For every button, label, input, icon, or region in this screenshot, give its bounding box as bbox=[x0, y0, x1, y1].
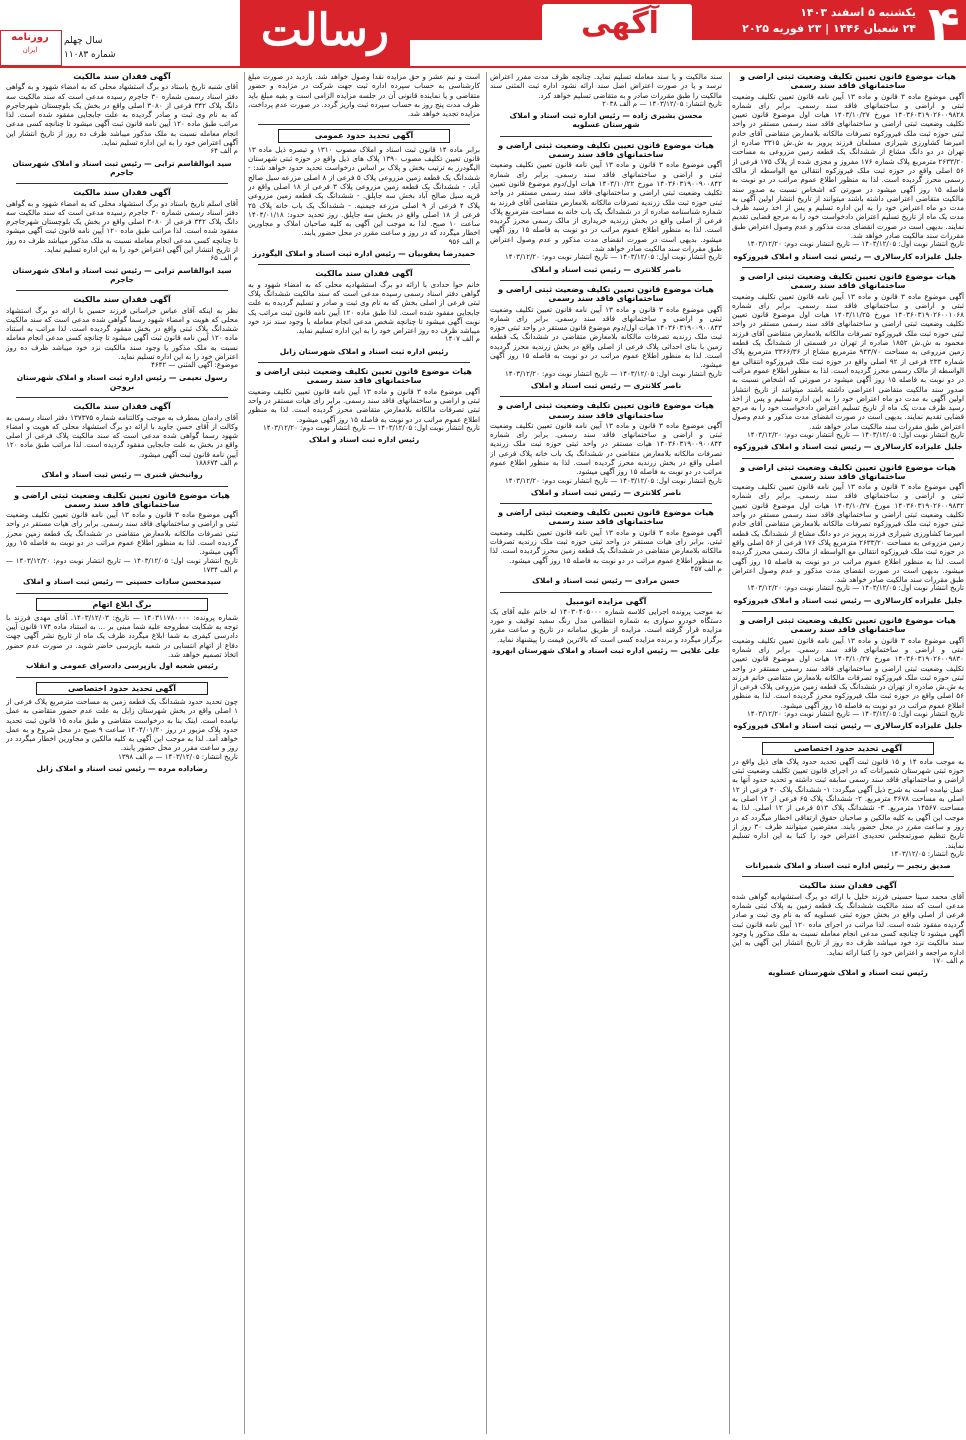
legal-notice bbox=[732, 463, 964, 605]
legal-notice bbox=[6, 188, 238, 284]
notice-title: آگهی فقدان سند مالکیت bbox=[73, 295, 171, 305]
column-divider bbox=[729, 72, 730, 1434]
notice-body: سند مالکیت و یا سند معامله تسلیم نماید. چنانچه ظرف مدت مقرر اعتراض نرسد و یا در صورت اعتراض اصل سند ارائه نشود اداره ثبت المثنی سند مالکیت را طبق مقررات صادر و به متقاضی تسلیم خواهد کرد. bbox=[490, 72, 722, 100]
notice-separator bbox=[258, 362, 470, 363]
notice-title: هیات موضوع قانون تعیین تکلیف وضعیت ثبتی اراضی و ساختمانهای فاقد سند رسمی bbox=[740, 616, 956, 635]
notice-signature: جلیل علیزاده کارسالاری — رئیس ثبت اسناد و املاک فیروزکوه bbox=[733, 595, 963, 605]
notice-dates: م الف ۶۵ bbox=[210, 254, 238, 263]
notice-title: هیات موضوع قانون تعیین تکلیف وضعیت ثبتی اراضی و ساختمانهای فاقد سند رسمی bbox=[740, 72, 956, 91]
notice-dates: موضوع: آگهی المثنی — ۴۶۴۲ bbox=[151, 361, 238, 370]
notice-separator bbox=[742, 611, 954, 612]
issue-number: شماره ۱۱۰۸۳ bbox=[64, 50, 116, 60]
notice-body: آگهی موضوع ماده ۳ قانون و ماده ۱۳ آیین نامه قانون تعیین تکلیف وضعیت ثبتی و اراضی و ساختمانهای فاقد سند رسمی. برابر رای شماره ۱۴۰۳۶۰۳۱۹۰۰۹۰۰۸۴۲ مورخ ۱۴۰۳/۱۰/۲۲ هیات اول/دوم موضوع قانون تعیین تکلیف وضعیت ثبتی اراضی و ساختمانهای فاقد سند رسمی مستقر در واحد ثبتی حوزه ثبت ملک زرندیه تصرفات مالکانه بلامعارض متقاضی آقای فرزند به شماره شناسنامه صادره از در ششدانگ یک باب خانه به مساحت مترمربع پلاک فرعی از اصلی واقع در بخش زرندیه خریداری از مالک رسمی محرز گردیده است. لذا به منظور اطلاع عموم مراتب در دو نوبت به فاصله ۱۵ روز آگهی میشود. بدیهی است در صورت انقضای مدت مذکور و عدم وصول اعتراض طبق مقررات سند مالکیت صادر خواهد شد. bbox=[490, 160, 722, 254]
notice-dates: تاریخ انتشار: ۱۴۰۳/۱۲/۰۵ bbox=[890, 849, 964, 858]
legal-notice bbox=[732, 616, 964, 731]
notice-signature: رئیس اداره ثبت اسناد و املاک bbox=[308, 435, 420, 445]
page-number: ۴ bbox=[928, 0, 960, 56]
column-divider bbox=[486, 72, 487, 1434]
notice-signature: ناصر کلانتری — رئیس ثبت اسناد و املاک bbox=[530, 264, 682, 274]
legal-notice bbox=[490, 508, 722, 585]
newspaper-logo: رسالت bbox=[260, 5, 390, 56]
notice-signature: حمیدرضا یعقوبیان — رئیس اداره ثبت اسناد و املاک الیگودرز bbox=[252, 249, 476, 259]
notice-dates: تاریخ انتشار: ۱۴۰۳/۱۲/۰۵ — م الف ۲۰۳۸ bbox=[602, 99, 722, 108]
legal-notice bbox=[732, 272, 964, 452]
column-divider bbox=[244, 72, 245, 1434]
notice-title: هیات موضوع قانون تعیین تکلیف وضعیت ثبتی اراضی و ساختمانهای فاقد سند رسمی bbox=[498, 401, 714, 420]
notice-body: آگهی موضوع ماده ۳ قانون و ماده ۱۳ آیین نامه قانون تعیین تکلیف وضعیت ثبتی و اراضی و ساختمانهای فاقد سند رسمی. برابر رای هیات مستقر در واحد ثبتی تصرفات مالکانه بلامعارض متقاضی محرز گردیده است. لذا به منظور اطلاع عموم مراتب در دو نوبت به فاصله ۱۵ روز آگهی میشود. bbox=[248, 386, 480, 424]
section-title: آگهی bbox=[581, 6, 659, 41]
notice-title: برگ ابلاغ اتهام bbox=[36, 598, 208, 611]
notice-title: آگهی تحدید حدود اختصاصی bbox=[36, 682, 208, 695]
notice-title: آگهی مزایده اتومبیل bbox=[565, 596, 647, 606]
notice-title: آگهی فقدان سند مالکیت bbox=[799, 881, 897, 891]
notice-signature: روانبخش قنبری — رئیس ثبت اسناد و املاک bbox=[41, 470, 203, 480]
notice-signature: علی علایی — رئیس اداره ثبت اسناد و املاک شهرستان ابهرود bbox=[491, 646, 721, 656]
notice-separator bbox=[742, 876, 954, 877]
notice-dates: تاریخ انتشار نوبت اول: ۱۴۰۳/۱۲/۰۵ — تاریخ انتشار نوبت دوم: ۱۴۰۳/۱۲/۲۰ — م الف ۱۷۳۴ bbox=[6, 556, 238, 574]
legal-notice bbox=[490, 72, 722, 130]
notice-body: آگهی موضوع ماده ۳ قانون و ماده ۱۳ آیین نامه قانون تعیین تکلیف وضعیت ثبتی. برابر رای هیات مستقر در واحد ثبتی حوزه ثبت ملک زرندیه تصرفات مالکانه بلامعارض متقاضی در ششدانگ یک قطعه زمین محرز گردیده است. لذا به منظور اطلاع عموم مراتب در دو نوبت به فاصله ۱۵ روز آگهی میشود. bbox=[490, 527, 722, 565]
notice-separator bbox=[16, 397, 228, 398]
notice-dates: تاریخ انتشار نوبت اول: ۱۴۰۳/۱۲/۰۵ — تاریخ انتشار نوبت دوم: ۱۴۰۳/۱۲/۲۰ bbox=[263, 423, 480, 432]
legal-notice bbox=[248, 269, 480, 356]
notice-dates: تاریخ انتشار نوبت اول: ۱۴۰۳/۱۲/۰۵ — تاریخ انتشار نوبت دوم: ۱۴۰۳/۱۲/۲۰ bbox=[747, 430, 964, 439]
date-other-calendars: ۲۴ شعبان ۱۴۴۶ | ۲۳ فوریه ۲۰۲۵ bbox=[742, 22, 916, 35]
notice-dates: م الف ۱۸۸۶۷۴ bbox=[195, 458, 238, 467]
notice-signature: سیدمحسن سادات حسینی — رئیس ثبت اسناد و املاک bbox=[22, 577, 222, 587]
notice-body: آگهی موضوع ماده ۳ قانون و ماده ۱۳ آیین نامه قانون تعیین تکلیف وضعیت ثبتی و اراضی و ساختمانهای فاقد سند رسمی. برابر رای هیات مستقر در واحد ثبتی تصرفات مالکانه بلامعارض متقاضی در ششدانگ یک قطعه زمین محرز گردیده است. لذا به منظور اطلاع عموم مراتب در دو نوبت به فاصله ۱۵ روز آگهی میشود. bbox=[6, 510, 238, 557]
legal-notice bbox=[6, 598, 238, 671]
notice-separator bbox=[500, 280, 712, 281]
notice-body: به موجب پرونده اجرایی کلاسه شماره ۱۴۰۳۰۴۰۵۰۰۰ له خانم علیه آقای یک دستگاه خودرو سواری به شماره انتظامی مدل رنگ سفید توقیف و مورد مزایده قرار گرفته است. مزایده از طریق سامانه در تاریخ و ساعت مقرر برگزار میگردد و برنده مزایده کسی است که بالاترین قیمت را پیشنهاد نماید. bbox=[490, 606, 722, 644]
notice-signature: رسول نعیمی — رئیس اداره ثبت اسناد و املاک شهرستان بروجن bbox=[16, 372, 228, 391]
legal-notice bbox=[732, 742, 964, 871]
notice-separator bbox=[16, 183, 228, 184]
masthead bbox=[0, 0, 966, 66]
notice-title: هیات موضوع قانون تعیین تکلیف وضعیت ثبتی اراضی و ساختمانهای فاقد سند رسمی bbox=[14, 490, 230, 509]
notice-separator bbox=[16, 593, 228, 594]
notice-separator bbox=[258, 124, 470, 125]
notice-body: آقای محمد سینا حسینی فرزند خلیل با ارائه دو برگ استشهادیه گواهی شده مدعی است که سند مالکیت ششدانگ یک قطعه زمین به پلاک ثبتی شماره فرعی از اصلی واقع در بخش حوزه ثبتی عسلویه که به نام وی ثبت و صادر گردیده مفقود شده است. لذا مراتب در اجرای ماده ۱۲۰ آیین نامه قانون ثبت آگهی میشود تا چنانچه کسی مدعی انجام معامله نسبت به ملک مذکور یا وجود سند مالکیت نزد خود میباشد ظرف ده روز از تاریخ انتشار این آگهی به این اداره مراجعه و اعتراض خود را کتبا ارائه نماید. bbox=[732, 891, 964, 957]
notice-dates: تاریخ انتشار نوبت اول: ۱۴۰۳/۱۲/۰۵ — تاریخ انتشار نوبت دوم: ۱۴۰۳/۱۲/۲۰ bbox=[505, 253, 722, 262]
mini-logo: روزنامه bbox=[11, 32, 49, 43]
legal-notice bbox=[6, 402, 238, 479]
notice-dates: تاریخ انتشار: ۱۴۰۳/۱۲/۰۵ — م الف ۱۳۹۸ bbox=[118, 752, 238, 761]
notice-body: آگهی موضوع ماده ۳ قانون و ماده ۱۳ آیین نامه قانون تعیین تکلیف وضعیت ثبتی و اراضی و ساختمانهای فاقد سند رسمی. برابر رای شماره ۱۴۰۳۶۰۳۱۹۰۲۶۰۰۹۸۲۸ مورخ ۱۴۰۳/۱۰/۲۷ هیات اول موضوع قانون تعیین تکلیف وضعیت ثبتی اراضی و ساختمانهای فاقد سند رسمی مستقر در واحد ثبتی حوزه ثبت ملک فیروزکوه تصرفات مالکانه بلامعارض متقاضی آقای خادم امیرضا کشاورزی شیرازی مسلمان فرزند پرویز به ش.ش ۳۳۱۵ صادره از تهران در دو دانگ مشاع از ششدانگ یک قطعه زمین مزروعی به مساحت ۲۶۳۳/۲۰ مترمربع پلاک شماره ۱۷۶ مفروز و مجزی شده از پلاک ۱۷۵ فرعی از ۵۶ اصلی واقع در حوزه ثبت ملک فیروزکوه انتقالی مع الواسطه از مالک رسمی محرز گردیده است. لذا به منظور اطلاع عموم مراتب در دو نوبت به فاصله ۱۵ روز آگهی میشود در صورتی که اشخاص نسبت به صدور سند مالکیت متقاضی اعتراضی داشته باشند میتوانند از تاریخ انتشار اولین آگهی به مدت دو ماه اعتراض خود را به این اداره تسلیم و پس از اخذ رسید ظرف مدت یک ماه از تاریخ تسلیم اعتراض دادخواست خود را به مرجع قضایی تقدیم نمایند. بدیهی است در صورت انقضای مدت مذکور و عدم وصول اعتراض طبق مقررات سند مالکیت صادر خواهد شد. bbox=[732, 91, 964, 241]
column-2 bbox=[490, 72, 722, 1434]
notice-body: شماره پرونده: ۱۴۰۳۱۱۷۸۰۰۰۰ — تاریخ: ۱۴۰۳/۱۲/۰۳. آقای مهدی فرزند با توجه به شکایت مطروحه علیه شما مبنی بر ... به استناد ماده ۱۷۴ قانون آیین دادرسی کیفری به شما ابلاغ میگردد ظرف یک ماه از تاریخ نشر آگهی جهت دفاع از اتهام انتسابی در شعبه بازپرسی حاضر شوید. در صورت عدم حضور اتخاذ تصمیم خواهد شد. bbox=[6, 612, 238, 660]
legal-notice bbox=[732, 881, 964, 977]
notice-title: هیات موضوع قانون تعیین تکلیف وضعیت ثبتی اراضی و ساختمانهای فاقد سند رسمی bbox=[740, 462, 956, 481]
notice-title: آگهی تحدید حدود عمومی bbox=[278, 129, 450, 142]
notice-body: آگهی موضوع ماده ۳ قانون و ماده ۱۳ آیین نامه قانون تعیین تکلیف وضعیت ثبتی و اراضی و ساختمانهای فاقد سند رسمی. برابر رای شماره ۱۴۰۳۶۰۳۱۹۰۰۹۰۰۸۴۴ هیات مستقر در واحد ثبتی حوزه ثبت ملک زرندیه تصرفات مالکانه بلامعارض متقاضی در ششدانگ یک باب خانه پلاک فرعی از اصلی واقع در بخش زرندیه محرز گردیده است. لذا به منظور اطلاع عموم مراتب در دو نوبت به فاصله ۱۵ روز آگهی میشود. bbox=[490, 420, 722, 477]
notice-signature: جلیل علیزاده کارسالاری — رئیس ثبت اسناد و املاک فیروزکوه bbox=[733, 721, 963, 731]
notice-title: هیات موضوع قانون تعیین تکلیف وضعیت ثبتی اراضی و ساختمانهای فاقد سند رسمی bbox=[498, 284, 714, 304]
column-4 bbox=[6, 72, 238, 1434]
legal-notice bbox=[248, 129, 480, 258]
notice-signature: محسن بشیری زاده — رئیس اداره ثبت اسناد و املاک شهرستان عسلویه bbox=[509, 111, 703, 130]
notice-separator bbox=[16, 677, 228, 678]
notice-title: آگهی فقدان سند مالکیت bbox=[315, 269, 413, 279]
notice-dates: م الف ۴۵۷ bbox=[690, 564, 722, 573]
notice-body: آگهی موضوع ماده ۳ قانون و ماده ۱۳ آیین نامه قانون تعیین تکلیف وضعیت ثبتی و اراضی و ساختمانهای فاقد سند رسمی. برابر رای شماره ۱۴۰۳۶۰۳۱۹۰۲۶۰۰۹۸۳۰ مورخ ۱۴۰۳/۱۰/۲۷ هیات اول موضوع قانون تعیین تکلیف وضعیت ثبتی اراضی و ساختمانهای فاقد سند رسمی مستقر در واحد ثبتی حوزه ثبت ملک فیروزکوه تصرفات مالکانه بلامعارض متقاضی خانم فرزند به ش.ش صادره از تهران در ششدانگ یک قطعه زمین مزروعی پلاک فرعی از ۵۶ اصلی واقع در حوزه ثبت ملک فیروزکوه محرز گردیده است. لذا به منظور اطلاع عموم مراتب در دو نوبت به فاصله ۱۵ روز آگهی میشود. bbox=[732, 635, 964, 710]
notice-signature: سید ابوالقاسم ترابی — رئیس ثبت اسناد و املاک شهرستان جاجرم bbox=[12, 265, 232, 284]
notice-separator bbox=[742, 267, 954, 268]
notice-title: هیات موضوع قانون تعیین تکلیف وضعیت ثبتی اراضی و ساختمانهای فاقد سند رسمی bbox=[740, 271, 956, 291]
column-1 bbox=[732, 72, 964, 1434]
legal-notice bbox=[732, 72, 964, 261]
volume-label: سال چهلم bbox=[64, 36, 103, 46]
notice-separator bbox=[742, 737, 954, 738]
notice-body: آقای رادمان بمطرف به موجب وکالتنامه شماره ۱۳۷۳۷۵ دفتر اسناد رسمی به وکالت از آقای حسن جاوید با ارائه دو برگ استشهاد محلی که هویت و امضاء شهود رسما گواهی شده مدعی است که سند مالکیت پلاک فرعی از اصلی واقع در بخش به علت جابجایی مفقود گردیده است. لذا مراتب طبق ماده ۱۲۰ آیین نامه قانون ثبت آگهی میشود. bbox=[6, 412, 238, 459]
notice-dates: تاریخ انتشار نوبت اول: ۱۴۰۳/۱۲/۰۵ — تاریخ انتشار نوبت دوم: ۱۴۰۳/۱۲/۲۰ bbox=[505, 476, 722, 485]
notice-body: آقای اسلم تاریخ باستاد دو برگ استشهاد محلی که به امضاء شهود و به گواهی دفتر اسناد رسمی شماره ۳۰ جاجرم رسیده مدعی است که سند مالکیت سه دانگ پلاک ۳۴۲ فرعی از ۳۰۸۰ اصلی واقع در بخش یک بلوچستان شهرجاجرم مفقود شده است. لذا مراتب طبق ماده ۱۲۰ آیین نامه قانون ثبت آگهی میشود تا چنانچه کسی مدعی انجام معامله نسبت به ملک مذکور میباشد ظرف ده روز از تاریخ انتشار این آگهی اعتراض خود را به این اداره تسلیم نماید. bbox=[6, 198, 238, 255]
notice-separator bbox=[16, 486, 228, 487]
notice-body: آقای شنبه تاریخ باستاد دو برگ استشهاد محلی که به امضاء شهود و به گواهی دفتر اسناد رسمی شماره ۳۰ جاجرم رسیده مدعی است که سند مالکیت سه دانگ پلاک ۳۴۲ فرعی از ۳۰۸۰ اصلی واقع در بخش یک بلوچستان شهرجاجرم که به نام وی ثبت و صادر گردیده به علت جابجایی مفقود شده است. لذا مراتب طبق ماده ۱۲۰ آیین نامه قانون ثبت آگهی میشود تا چنانچه کسی مدعی انجام معامله نسبت به ملک مذکور میباشد ظرف ده روز از تاریخ انتشار این آگهی اعتراض خود را به این اداره تسلیم نماید. bbox=[6, 82, 238, 148]
notice-body: چون تحدید حدود ششدانگ یک قطعه زمین به مساحت مترمربع پلاک فرعی از ۱ اصلی واقع در بخش شهرستان زابل به علت عدم حضور متقاضی به عمل نیامده است. اینک بنا به درخواست متقاضی و طبق ماده ۱۵ قانون ثبت تحدید حدود پلاک مزبور در روز ۱۴۰۴/۰۱/۲۰ ساعت ۹ صبح در محل شروع و به عمل خواهد آمد. لذا به موجب این آگهی به کلیه مالکین و مجاورین اخطار میگردد در روز و ساعت مقرر در محل حضور یابند. bbox=[6, 696, 238, 753]
legal-notice bbox=[490, 597, 722, 656]
notice-separator bbox=[500, 136, 712, 137]
notice-signature: سید ابوالقاسم ترابی — رئیس ثبت اسناد و املاک شهرستان جاجرم bbox=[12, 158, 232, 177]
notice-signature: جلیل علیزاده کارسالاری — رئیس ثبت اسناد و املاک فیروزکوه bbox=[733, 251, 963, 261]
notice-signature: رئیس اداره ثبت اسناد و املاک شهرستان زابل bbox=[279, 346, 449, 356]
notice-dates: تاریخ انتشار نوبت اول: ۱۴۰۳/۱۲/۰۵ — تاریخ انتشار نوبت دوم: ۱۴۰۳/۱۲/۲۰ bbox=[747, 584, 964, 593]
notice-dates: تاریخ انتشار نوبت اول: ۱۴۰۳/۱۲/۰۵ — تاریخ انتشار نوبت دوم: ۱۴۰۳/۱۲/۲۰ bbox=[747, 710, 964, 718]
legal-notice bbox=[6, 491, 238, 587]
notice-separator bbox=[16, 290, 228, 291]
notice-body: نظر به اینکه آقای عباس خراسانی فرزند حسین با ارائه دو برگ استشهاد محلی که هویت و امضاء شهود رسما گواهی شده مدعی است که سند مالکیت ششدانگ پلاک ثبتی واقع در بخش مفقود گردیده است. لذا مراتب به استناد ماده ۱۲۰ آیین نامه قانون ثبت آگهی میشود تا چنانچه کسی مدعی انجام معامله نسبت به ملک مذکور یا وجود سند مالکیت نزد خود میباشد ظرف ده روز اعتراض خود را به این اداره تسلیم نماید. bbox=[6, 305, 238, 362]
notice-dates: م الف ۹۵۶ bbox=[448, 237, 480, 246]
notice-separator bbox=[742, 458, 954, 459]
notice-signature: حسن مرادی — رئیس ثبت اسناد و املاک bbox=[532, 576, 680, 586]
notice-separator bbox=[500, 396, 712, 397]
notice-body: برابر ماده ۱۴ قانون ثبت اسناد و املاک مصوب ۱۳۱۰ و تبصره ذیل ماده ۱۳ قانون تعیین تکلیف مصوب ۱۳۹۰ پلاک های ذیل واقع در حوزه ثبتی شهرستان الیگودرز به ترتیب بخش و پلاک بر اساس درخواست تحدید حدود خواهد شد: - ششدانگ یک قطعه زمین مزروعی پلاک ۵ فرعی از ۸ اصلی مزرعه سیل صالح آباد. - ششدانگ یک قطعه زمین مزروعی پلاک ۳ فرعی از ۱۸ اصلی واقع در قریه سیل صالح آباد بخش سه جاپلق. - ششدانگ یک قطعه زمین مزروعی پلاک ۴ فرعی از ۹ اصلی مزرعه جیمنیه. - ششدانگ یک باب خانه پلاک ۲۵ فرعی از ۱۸ اصلی واقع در بخش سه جاپلق. روز تحدید حدود: ۱۴۰۴/۰۱/۱۸ ساعت ۱۰ صبح. لذا به موجب این آگهی به کلیه صاحبان املاک و مجاورین اخطار میگردد که در روز و ساعت مقرر در محل حضور یابند. bbox=[248, 144, 480, 238]
masthead-divider bbox=[0, 66, 966, 68]
legal-notice bbox=[490, 141, 722, 274]
legal-notice bbox=[490, 285, 722, 390]
notice-title: آگهی فقدان سند مالکیت bbox=[73, 188, 171, 198]
legal-notice bbox=[248, 367, 480, 444]
notice-body: آگهی موضوع ماده ۳ قانون و ماده ۱۳ آیین نامه قانون تعیین تکلیف وضعیت ثبتی و اراضی و ساختمانهای فاقد سند رسمی. برابر رای شماره ۱۴۰۳۶۰۳۱۹۰۰۹۰۰۸۴۳ هیات اول/دوم موضوع قانون مستقر در واحد ثبتی حوزه ثبت ملک زرندیه تصرفات مالکانه بلامعارض متقاضی در ششدانگ یک قطعه زمین با بنای احداثی پلاک فرعی از اصلی واقع در بخش زرندیه محرز گردیده است. لذا به منظور اطلاع عموم مراتب در دو نوبت به فاصله ۱۵ روز آگهی میشود. bbox=[490, 304, 722, 370]
legal-notice bbox=[6, 682, 238, 774]
notice-signature: صدیق رنجبر — رئیس اداره ثبت اسناد و املاک شمیرانات bbox=[745, 861, 951, 871]
notice-title: آگهی فقدان سند مالکیت bbox=[73, 72, 171, 81]
notice-title: هیات موضوع قانون تعیین تکلیف وضعیت ثبتی اراضی و ساختمانهای فاقد سند رسمی bbox=[498, 140, 714, 160]
legal-notice bbox=[6, 72, 238, 177]
notice-title: هیات موضوع قانون تعیین تکلیف وضعیت ثبتی اراضی و ساختمانهای فاقد سند رسمی bbox=[256, 367, 472, 386]
notice-dates: م الف ۶۴ bbox=[210, 147, 238, 156]
notice-body: خانم حوا حدادی با ارائه دو برگ استشهادیه محلی که به امضاء شهود و به گواهی دفتر اسناد رسمی رسیده مدعی است که سند مالکیت ششدانگ پلاک ثبتی فرعی از اصلی بخش که به نام وی ثبت و صادر و تسلیم گردیده به علت جابجایی مفقود شده است. لذا طبق ماده ۱۲۰ آیین نامه قانون ثبت مراتب یک نوبت آگهی میشود تا چنانچه شخص مدعی انجام معامله یا وجود سند نزد خود میباشد ظرف ده روز اعتراض خود را به این اداره تسلیم نماید. bbox=[248, 279, 480, 336]
mini-logo-sub: ایران bbox=[22, 46, 38, 54]
notice-body: به موجب ماده ۱۴ و ۱۵ قانون ثبت آگهی تحدید حدود پلاک های ذیل واقع در حوزه ثبتی شهرستان شمیرانات که در اجرای قانون تعیین تکلیف وضعیت ثبتی اراضی و ساختمانهای فاقد سند رسمی سابقه ثبت داشته و تحدید حدود آنها به عمل نیامده است به شرح ذیل آگهی میگردد: ۱- ششدانگ پلاک ۴۰ فرعی از ۱۲ اصلی به مساحت ۳۶۷۸ مترمربع. ۲- ششدانگ پلاک ۶۵ فرعی از ۱۲ اصلی به مساحت ۱۴۵۶۷ مترمربع. ۳- ششدانگ پلاک ۵۱۳ فرعی از ۱۲ اصلی. لذا به موجب این آگهی به کلیه مالکین و صاحبان حقوق ارتفاقی اخطار میگردد که در روز و ساعت مقرر در محل حضور یابند. معترضین میتوانند ظرف ۳۰ روز از تاریخ تنظیم صورتمجلس تحدیدی اعتراض خود را کتبا به این اداره تسلیم نمایند. bbox=[732, 756, 964, 850]
notice-dates: م الف ۱۴۰۷ bbox=[444, 335, 480, 344]
notice-title: آگهی فقدان سند مالکیت bbox=[73, 402, 171, 412]
column-3 bbox=[248, 72, 480, 1434]
notice-body: است و نیم عشر و حق مزایده نقدا وصول خواهد شد. بازدید در صورت مبلغ کارشناسی به حساب سپرده اداره ثبت جهت شرکت در مزایده و حضور متقاضی و یا نماینده قانونی آن در جلسه مزایده الزامی است و بقیه مبلغ باید ظرف مدت پنج روز به حساب سپرده ثبت واریز گردد. در صورت عدم پرداخت، مزایده تجدید خواهد شد. bbox=[248, 72, 480, 119]
legal-notice bbox=[490, 401, 722, 497]
legal-notice bbox=[6, 295, 238, 391]
notice-signature: رئیس ثبت اسناد و املاک شهرستان عسلویه bbox=[768, 968, 928, 978]
notice-separator bbox=[500, 503, 712, 504]
notice-signature: رئیس شعبه اول بازپرسی دادسرای عمومی و انقلاب bbox=[26, 661, 218, 671]
notice-signature: جلیل علیزاده کارسالاری — رئیس ثبت اسناد و املاک فیروزکوه bbox=[733, 442, 963, 452]
notice-body: آگهی موضوع ماده ۳ قانون و ماده ۱۳ آیین نامه قانون تعیین تکلیف وضعیت ثبتی و اراضی و ساختمانهای فاقد سند رسمی. برابر رای شماره ۱۴۰۳۶۰۳۱۹۰۲۶۰۰۱۰۶۸ مورخ ۱۴۰۳/۱۱/۲۵ هیات اول موضوع قانون تعیین تکلیف وضعیت ثبتی اراضی و ساختمانهای فاقد سند رسمی مستقر در واحد ثبتی حوزه ثبت ملک فیروزکوه تصرفات مالکانه بلامعارض متقاضی آقای فرزند محمود به ش.ش ۱۸۵۲ صادره از تهران در قسمتی از ششدانگ یک قطعه زمین مزروعی به مساحت ۹۴۳/۷۰ مترمربع مشاع از ۳۳۶۶/۳۶ مترمربع پلاک شماره ۲۳۳ فرعی از ۹۲ اصلی واقع در حوزه ثبت ملک فیروزکوه انتقالی مع الواسطه از مالک رسمی محرز گردیده است. لذا به منظور اطلاع عموم مراتب در دو نوبت به فاصله ۱۵ روز آگهی میشود در صورتی که اشخاص نسبت به صدور سند مالکیت متقاضی اعتراضی داشته باشند میتوانند از تاریخ انتشار اولین آگهی به مدت دو ماه اعتراض خود را به این اداره تسلیم و پس از اخذ رسید ظرف مدت یک ماه از تاریخ تسلیم اعتراض دادخواست خود را به مرجع قضایی تقدیم نمایند. بدیهی است در صورت انقضای مدت مذکور و عدم وصول اعتراض طبق مقررات سند مالکیت صادر خواهد شد. bbox=[732, 291, 964, 431]
notice-dates: م الف ۱۷۰ bbox=[932, 956, 964, 965]
notice-body: آگهی موضوع ماده ۳ قانون و ماده ۱۳ آیین نامه قانون تعیین تکلیف وضعیت ثبتی و اراضی و ساختمانهای فاقد سند رسمی. برابر رای شماره ۱۴۰۳۶۰۳۱۹۰۲۶۰۰۹۸۳۲ مورخ ۱۴۰۳/۱۰/۲۷ هیات اول موضوع قانون تعیین تکلیف وضعیت ثبتی اراضی و ساختمانهای فاقد سند رسمی مستقر در واحد ثبتی حوزه ثبت ملک فیروزکوه تصرفات مالکانه بلامعارض متقاضی آقای خادم امیرضا کشاورزی شیرازی فرزند پرویز در دو دانگ مشاع از ششدانگ یک قطعه زمین مزروعی به مساحت ۲۶۳۳/۲۰ مترمربع پلاک ۱۷۶ فرعی از ۵۶ اصلی واقع در حوزه ثبت ملک فیروزکوه انتقالی مع الواسطه از مالک رسمی محرز گردیده است. لذا به منظور اطلاع عموم مراتب در دو نوبت به فاصله ۱۵ روز آگهی میشود. بدیهی است در صورت انقضای مدت مذکور و عدم وصول اعتراض طبق مقررات سند مالکیت صادر خواهد شد. bbox=[732, 482, 964, 585]
date-persian: یکشنبه ۵ اسفند ۱۴۰۳ bbox=[800, 6, 916, 19]
notice-title: هیات موضوع قانون تعیین تکلیف وضعیت ثبتی اراضی و ساختمانهای فاقد سند رسمی bbox=[498, 508, 714, 527]
notice-separator bbox=[258, 264, 470, 265]
notice-signature: رضاداده مرده — رئیس ثبت اسناد و املاک زابل bbox=[36, 764, 208, 773]
legal-notice bbox=[248, 72, 480, 118]
notice-signature: ناصر کلانتری — رئیس ثبت اسناد و املاک bbox=[530, 487, 682, 497]
notice-dates: تاریخ انتشار نوبت اول: ۱۴۰۳/۱۲/۰۵ — تاریخ انتشار نوبت دوم: ۱۴۰۳/۱۲/۲۰ bbox=[747, 240, 964, 249]
notice-signature: ناصر کلانتری — رئیس ثبت اسناد و املاک bbox=[530, 380, 682, 390]
notice-separator bbox=[500, 592, 712, 593]
notice-dates: تاریخ انتشار نوبت اول: ۱۴۰۳/۱۲/۰۵ — تاریخ انتشار نوبت دوم: ۱۴۰۳/۱۲/۲۰ bbox=[505, 369, 722, 378]
notice-title: آگهی تحدید حدود اختصاصی bbox=[762, 742, 934, 755]
